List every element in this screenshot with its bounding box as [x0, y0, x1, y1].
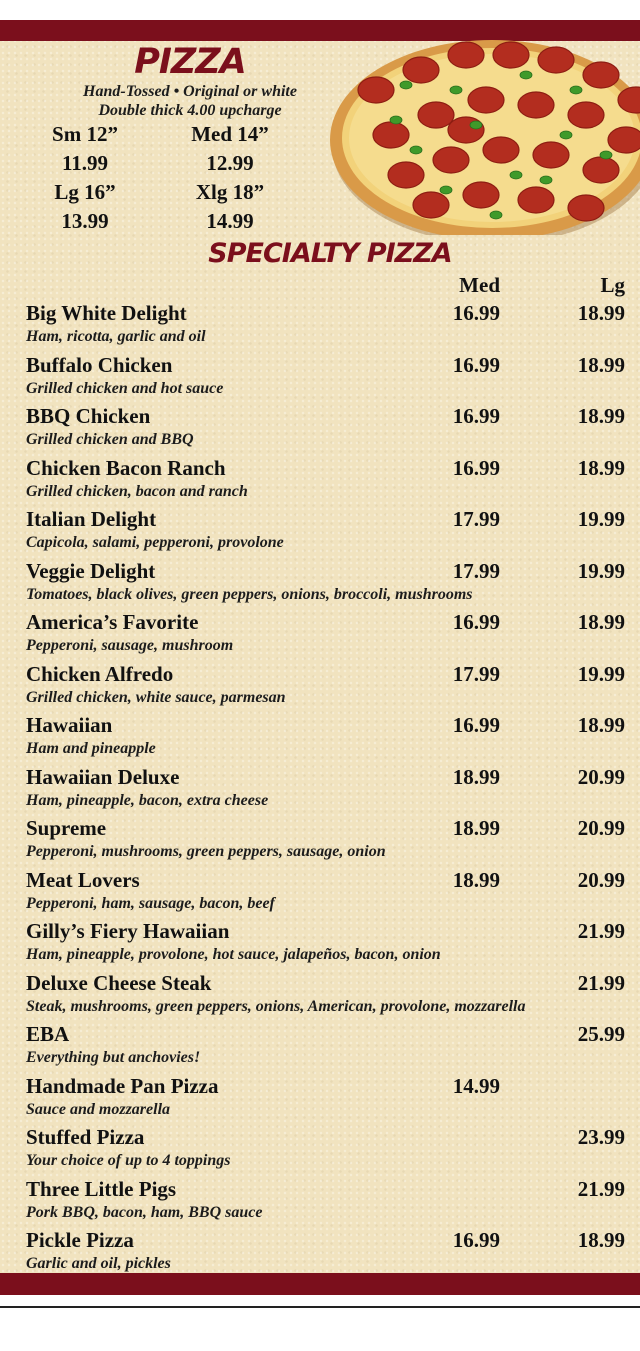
size-price-xlg: 14.99: [206, 209, 254, 233]
size-label-lg: Lg 16”: [54, 180, 116, 204]
menu-item-row: [0, 917, 640, 969]
menu-item-name: Chicken Bacon Ranch: [26, 455, 226, 480]
size-price-lg: 13.99: [61, 209, 109, 233]
menu-item-price-lg: 20.99: [577, 764, 625, 789]
menu-item-name: Meat Lovers: [26, 867, 140, 892]
menu-item-price-lg: 18.99: [577, 713, 625, 737]
menu-item-price-med: 18.99: [452, 816, 500, 840]
menu-item-row: [0, 1020, 640, 1072]
menu-item-price-med: 16.99: [452, 610, 500, 634]
menu-item-price-lg: 25.99: [577, 1022, 625, 1046]
menu-item-name: America’s Favorite: [26, 610, 199, 634]
menu-item-price-lg: 19.99: [577, 661, 625, 686]
menu-item-price-med: 16.99: [452, 301, 500, 325]
menu-item-name: Handmade Pan Pizza: [26, 1073, 219, 1098]
menu-item-name: Supreme: [26, 816, 107, 840]
column-header-lg: Lg: [600, 273, 625, 297]
menu-item-price-lg: 18.99: [577, 455, 625, 480]
menu-item-row: [0, 711, 640, 763]
menu-item-name: Hawaiian Deluxe: [26, 764, 180, 789]
size-label-med: Med 14”: [191, 122, 269, 146]
menu-item-price-med: 16.99: [452, 1228, 500, 1252]
menu-item-name: Chicken Alfredo: [26, 661, 174, 686]
menu-item-description: Grilled chicken and BBQ: [26, 431, 194, 448]
menu-item-row: [0, 763, 640, 815]
menu-item-price-lg: 18.99: [577, 610, 625, 634]
menu-item-row: [0, 351, 640, 403]
column-header-med: Med: [459, 273, 500, 297]
menu-item-price-lg: 19.99: [577, 558, 625, 583]
menu-item-price-lg: 18.99: [577, 1228, 625, 1252]
menu-item-description: Ham and pineapple: [26, 740, 156, 757]
double-thick-note: Double thick 4.00 upcharge: [98, 102, 282, 119]
menu-item-name: Italian Delight: [26, 507, 157, 531]
menu-item-price-med: 16.99: [452, 404, 500, 428]
menu-item-name: Hawaiian: [26, 713, 113, 737]
bottom-divider-line: [0, 1306, 640, 1308]
menu-item-description: Your choice of up to 4 toppings: [26, 1152, 231, 1169]
menu-item-price-lg: 20.99: [577, 867, 625, 892]
menu-item-name: Pickle Pizza: [26, 1228, 134, 1252]
menu-item-name: BBQ Chicken: [26, 404, 151, 428]
menu-item-description: Grilled chicken, white sauce, parmesan: [26, 688, 286, 706]
menu-item-description: Pepperoni, mushrooms, green peppers, sausage, onion: [26, 843, 386, 860]
menu-item-name: EBA: [26, 1022, 70, 1046]
menu-item-row: [0, 608, 640, 660]
menu-item-description: Grilled chicken and hot sauce: [26, 379, 224, 397]
menu-item-name: Big White Delight: [26, 301, 187, 325]
menu-item-price-lg: 21.99: [577, 1176, 625, 1201]
size-price-med: 12.99: [206, 151, 254, 175]
menu-item-description: Ham, pineapple, provolone, hot sauce, jalapeños, bacon, onion: [26, 946, 441, 963]
menu-item-description: Tomatoes, black olives, green peppers, onions, broccoli, mushrooms: [26, 585, 473, 603]
menu-item-name: Deluxe Cheese Steak: [26, 970, 212, 995]
specialty-pizza-list: [0, 299, 640, 1278]
pizza-section-title: PIZZA: [134, 42, 246, 82]
menu-item-description: Everything but anchovies!: [26, 1049, 201, 1066]
menu-item-name: Veggie Delight: [26, 558, 156, 583]
menu-item-row: [0, 454, 640, 506]
menu-item-price-lg: 20.99: [577, 816, 625, 840]
menu-item-row: [0, 557, 640, 609]
menu-item-description: Pepperoni, ham, sausage, bacon, beef: [26, 894, 275, 912]
menu-item-row: [0, 1123, 640, 1175]
menu-item-price-med: 14.99: [452, 1073, 500, 1098]
menu-item-price-lg: 18.99: [577, 404, 625, 428]
menu-item-price-med: 16.99: [452, 455, 500, 480]
menu-item-row: [0, 660, 640, 712]
menu-item-price-lg: 19.99: [577, 507, 625, 531]
menu-item-name: Buffalo Chicken: [26, 352, 173, 377]
pepperoni-pizza-image: [326, 20, 640, 235]
menu-item-price-med: 16.99: [452, 352, 500, 377]
size-label-xlg: Xlg 18”: [195, 180, 265, 204]
menu-item-description: Capicola, salami, pepperoni, provolone: [26, 534, 284, 551]
menu-item-price-med: 16.99: [452, 713, 500, 737]
menu-item-description: Ham, ricotta, garlic and oil: [26, 328, 206, 345]
menu-item-price-med: 18.99: [452, 764, 500, 789]
menu-item-price-med: 18.99: [452, 867, 500, 892]
menu-item-price-lg: 21.99: [577, 970, 625, 995]
menu-item-description: Pepperoni, sausage, mushroom: [26, 637, 234, 654]
menu-item-price-lg: 18.99: [577, 301, 625, 325]
specialty-pizza-title: SPECIALTY PIZZA: [208, 238, 452, 269]
menu-item-price-lg: 23.99: [577, 1125, 625, 1149]
menu-item-name: Stuffed Pizza: [26, 1125, 145, 1149]
menu-item-description: Pork BBQ, bacon, ham, BBQ sauce: [26, 1203, 263, 1221]
menu-item-price-med: 17.99: [452, 507, 500, 531]
menu-item-price-med: 17.99: [452, 558, 500, 583]
bottom-border-bar: [0, 1273, 640, 1295]
menu-item-row: [0, 814, 640, 866]
menu-item-name: Three Little Pigs: [26, 1176, 177, 1201]
size-price-sm: 11.99: [61, 151, 109, 175]
menu-item-row: [0, 866, 640, 918]
menu-item-description: Grilled chicken, bacon and ranch: [26, 482, 248, 500]
menu-item-name: Gilly’s Fiery Hawaiian: [26, 919, 230, 943]
menu-item-row: [0, 1175, 640, 1227]
menu-item-description: Sauce and mozzarella: [26, 1100, 171, 1118]
menu-item-price-lg: 21.99: [577, 919, 625, 943]
menu-item-description: Steak, mushrooms, green peppers, onions, American, provolone, mozzarella: [26, 997, 526, 1015]
menu-item-row: [0, 299, 640, 351]
menu-item-row: [0, 505, 640, 557]
menu-item-row: [0, 969, 640, 1021]
menu-item-row: [0, 402, 640, 454]
menu-item-price-med: 17.99: [452, 661, 500, 686]
menu-item-row: [0, 1226, 640, 1278]
menu-item-row: [0, 1072, 640, 1124]
crust-options-note: Hand-Tossed • Original or white: [83, 83, 297, 100]
menu-item-description: Garlic and oil, pickles: [26, 1255, 171, 1272]
menu-item-description: Ham, pineapple, bacon, extra cheese: [26, 791, 269, 809]
menu-item-price-lg: 18.99: [577, 352, 625, 377]
size-label-sm: Sm 12”: [52, 122, 118, 146]
